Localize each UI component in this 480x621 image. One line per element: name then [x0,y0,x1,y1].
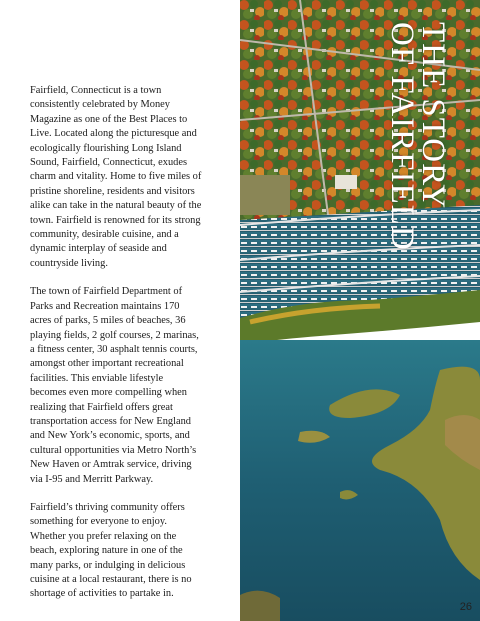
paragraph-intro: Fairfield, Connecticut is a town consistently celebrated by Money Magazine as one of the Best Places to Live. Located along the picturesque and ecologically flourishing Long Island Sound, Fairfield, Connecticut, exudes charm and vitality. Home to five miles of pristine shoreline, residents and visitors alike can take in the natural beauty of the town. Fairfield is renowned for its strong community, desirable cuisine, and a dynamic interplay of seaside and countryside living. [30,85,202,269]
section-title [384,22,451,251]
title-line-2: OF FAIRFIELD [384,22,420,251]
paragraph-parks: The town of Fairfield Department of Parks and Recreation maintains 170 acres of parks, 5 miles of beaches, 36 playing fields, 2 golf courses, 2 marinas, a fitness center, 30 asphalt tennis courts, amongst other important recreational facilities. This enviable lifestyle becomes even more compelling when realizing that Fairfield offers great transportation access for New England and New York’s economic, sports, and cultural opportunities via Metro North’s New Haven or Amtrak service, driving via I-95 and Merritt Parkway. [30,286,199,485]
paragraph-community: Fairfield’s thriving community offers something for everyone to enjoy. Whether you prefer relaxing on the beach, exploring nature in one of the many parks, or indulging in delicious cuisine at a local restaurant, there is no shortage of activities to partake in. [30,501,192,600]
body-text [30,84,202,616]
title-line-1: THE STORY [415,22,451,210]
page-number: 26 [459,601,472,613]
